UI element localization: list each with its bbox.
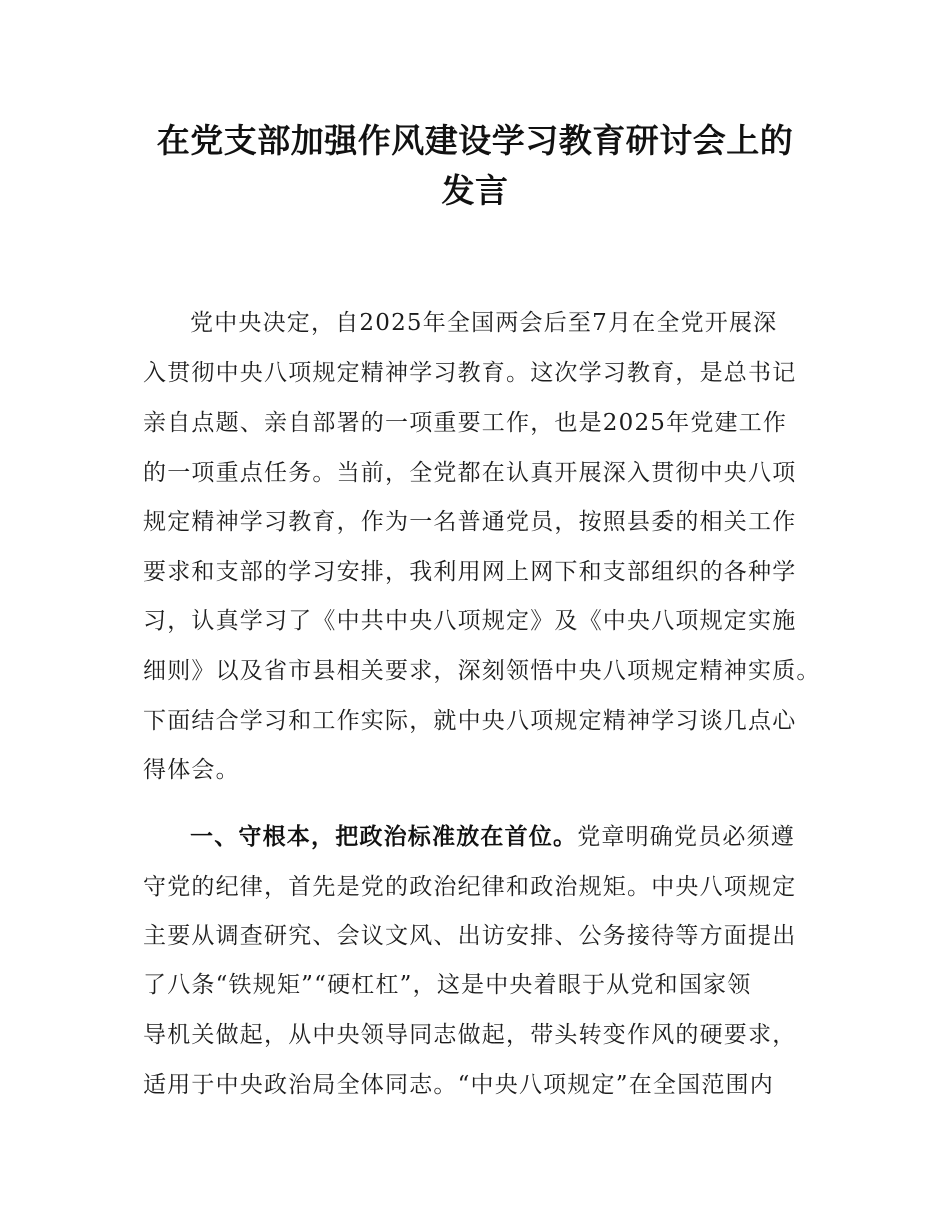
section-1-first-line-text: 党章明确党员必须遵 bbox=[577, 824, 796, 850]
section-1-line-4: 了八条“铁规矩”“硬杠杠”，这是中央着眼于从党和国家领 bbox=[143, 972, 752, 998]
paragraph-1-line-1: 党中央决定，自2025年全国两会后至7月在全党开展深 bbox=[190, 310, 778, 336]
document-title-line-2: 发言 bbox=[441, 171, 509, 210]
paragraph-1-line-7: 习，认真学习了《中共中央八项规定》及《中央八项规定实施 bbox=[143, 608, 797, 634]
document-title-line-1: 在党支部加强作风建设学习教育研讨会上的 bbox=[156, 121, 794, 160]
paragraph-1-line-8: 细则》以及省市县相关要求，深刻领悟中央八项规定精神实质。 bbox=[143, 658, 821, 684]
section-1-line-6: 适用于中央政治局全体同志。“中央八项规定”在全国范围内 bbox=[143, 1072, 774, 1098]
paragraph-1-line-4: 的一项重点任务。当前，全党都在认真开展深入贯彻中央八项 bbox=[143, 460, 797, 486]
paragraph-1-line-9: 下面结合学习和工作实际，就中央八项规定精神学习谈几点心 bbox=[143, 708, 797, 734]
section-1-heading: 一、守根本，把政治标准放在首位。 bbox=[190, 824, 578, 850]
section-1-line-2: 守党的纪律，首先是党的政治纪律和政治规矩。中央八项规定 bbox=[143, 874, 797, 900]
section-1-line-5: 导机关做起，从中央领导同志做起，带头转变作风的硬要求， bbox=[143, 1022, 797, 1048]
paragraph-1-line-6: 要求和支部的学习安排，我利用网上网下和支部组织的各种学 bbox=[143, 559, 797, 585]
paragraph-1-line-5: 规定精神学习教育，作为一名普通党员，按照县委的相关工作 bbox=[143, 509, 797, 535]
section-1-first-line bbox=[190, 822, 795, 852]
paragraph-1-line-2: 入贯彻中央八项规定精神学习教育。这次学习教育，是总书记 bbox=[143, 360, 797, 386]
section-1-line-3: 主要从调查研究、会议文风、出访安排、公务接待等方面提出 bbox=[143, 923, 797, 949]
paragraph-1-line-3: 亲自点题、亲自部署的一项重要工作，也是2025年党建工作 bbox=[143, 410, 788, 436]
paragraph-1-line-10: 得体会。 bbox=[143, 757, 240, 783]
